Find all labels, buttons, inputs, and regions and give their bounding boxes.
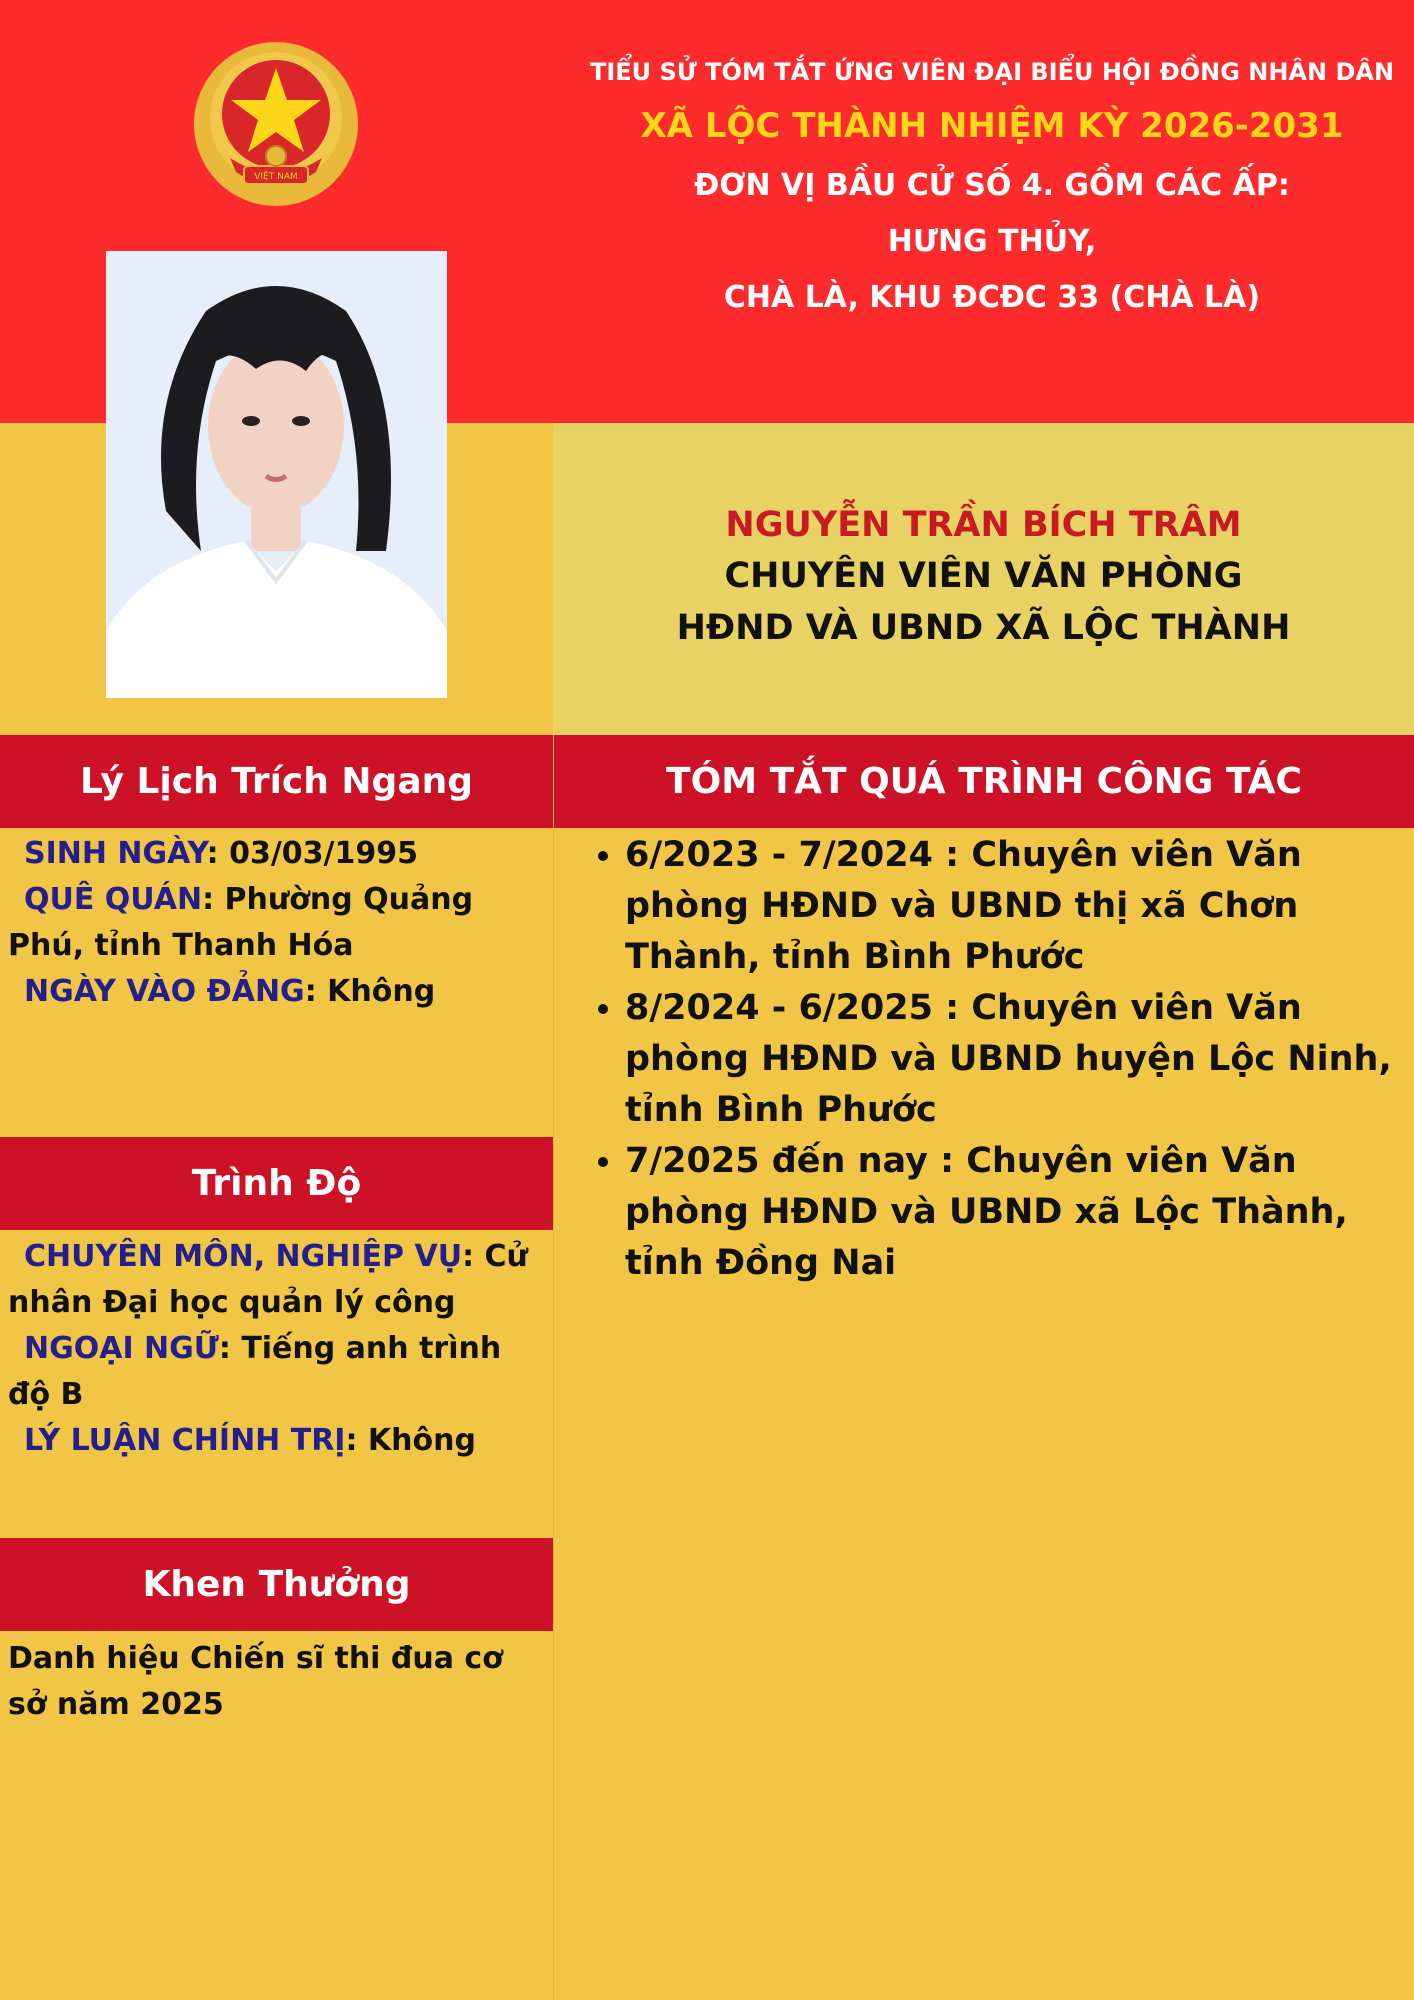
career-item: • 7/2025 đến nay : Chuyên viên Văn phòng HĐND và UBND xã Lộc Thành, tỉnh Đồng Nai [625,1136,1408,1289]
politics-value: Không [367,1423,476,1458]
education-details [8,1234,548,1464]
hometown-label: QUÊ QUÁN [24,882,203,917]
major-value: Cử nhân Đại học quản lý công [8,1239,528,1320]
career-list [553,830,1408,1289]
header-line-3: ĐƠN VỊ BẦU CỬ SỐ 4. GỒM CÁC ẤP: [694,168,1290,203]
dob-label: SINH NGÀY [24,836,207,871]
politics-row: LÝ LUẬN CHÍNH TRỊ: Không [8,1418,548,1464]
header-title: XÃ LỘC THÀNH NHIỆM KỲ 2026-2031 [640,106,1344,146]
national-emblem-icon [190,38,362,210]
candidate-photo [106,251,447,698]
header-line-5: CHÀ LÀ, KHU ĐCĐC 33 (CHÀ LÀ) [723,280,1261,315]
language-value: Tiếng anh trình độ B [8,1331,502,1412]
education-section-title: Trình Độ [0,1137,553,1230]
dob-value: 03/03/1995 [229,836,418,871]
language-label: NGOẠI NGỮ [24,1331,219,1366]
major-label: CHUYÊN MÔN, NGHIỆP VỤ [24,1239,463,1274]
hometown-value: Phường Quảng Phú, tỉnh Thanh Hóa [8,882,474,963]
party-label: NGÀY VÀO ĐẢNG [24,974,305,1009]
candidate-position-line-2: HĐND VÀ UBND XÃ LỘC THÀNH [676,608,1291,648]
candidate-name: NGUYỄN TRẦN BÍCH TRÂM [725,505,1242,545]
career-item: • 6/2023 - 7/2024 : Chuyên viên Văn phòng HĐND và UBND thị xã Chơn Thành, tỉnh Bình Phước [625,830,1408,983]
career-item: • 8/2024 - 6/2025 : Chuyên viên Văn phòng HĐND và UBND huyện Lộc Ninh, tỉnh Bình Phước [625,983,1408,1136]
party-row: NGÀY VÀO ĐẢNG: Không [8,969,548,1015]
bio-section-title: Lý Lịch Trích Ngang [0,735,553,828]
emblem-text: VIỆT NAM [254,172,298,182]
major-row: CHUYÊN MÔN, NGHIỆP VỤ: Cử nhân Đại học quản lý công [8,1239,528,1320]
candidate-position-line-1: CHUYÊN VIÊN VĂN PHÒNG [724,556,1243,596]
header-line-4: HƯNG THỦY, [887,224,1097,259]
bio-details [8,831,548,1015]
hometown-row: QUÊ QUÁN: Phường Quảng Phú, tỉnh Thanh Hóa [8,882,474,963]
career-section-title: TÓM TẮT QUÁ TRÌNH CÔNG TÁC [554,735,1414,828]
header-line-1: TIỂU SỬ TÓM TẮT ỨNG VIÊN ĐẠI BIỂU HỘI ĐỒNG NHÂN DÂN [589,58,1395,86]
awards-section-title: Khen Thưởng [0,1538,553,1631]
dob-row: SINH NGÀY: 03/03/1995 [8,831,548,877]
language-row: NGOẠI NGỮ: Tiếng anh trình độ B [8,1331,502,1412]
party-value: Không [327,974,436,1009]
awards-text: Danh hiệu Chiến sĩ thi đua cơ sở năm 2025 [8,1641,503,1722]
politics-label: LÝ LUẬN CHÍNH TRỊ [24,1423,346,1458]
